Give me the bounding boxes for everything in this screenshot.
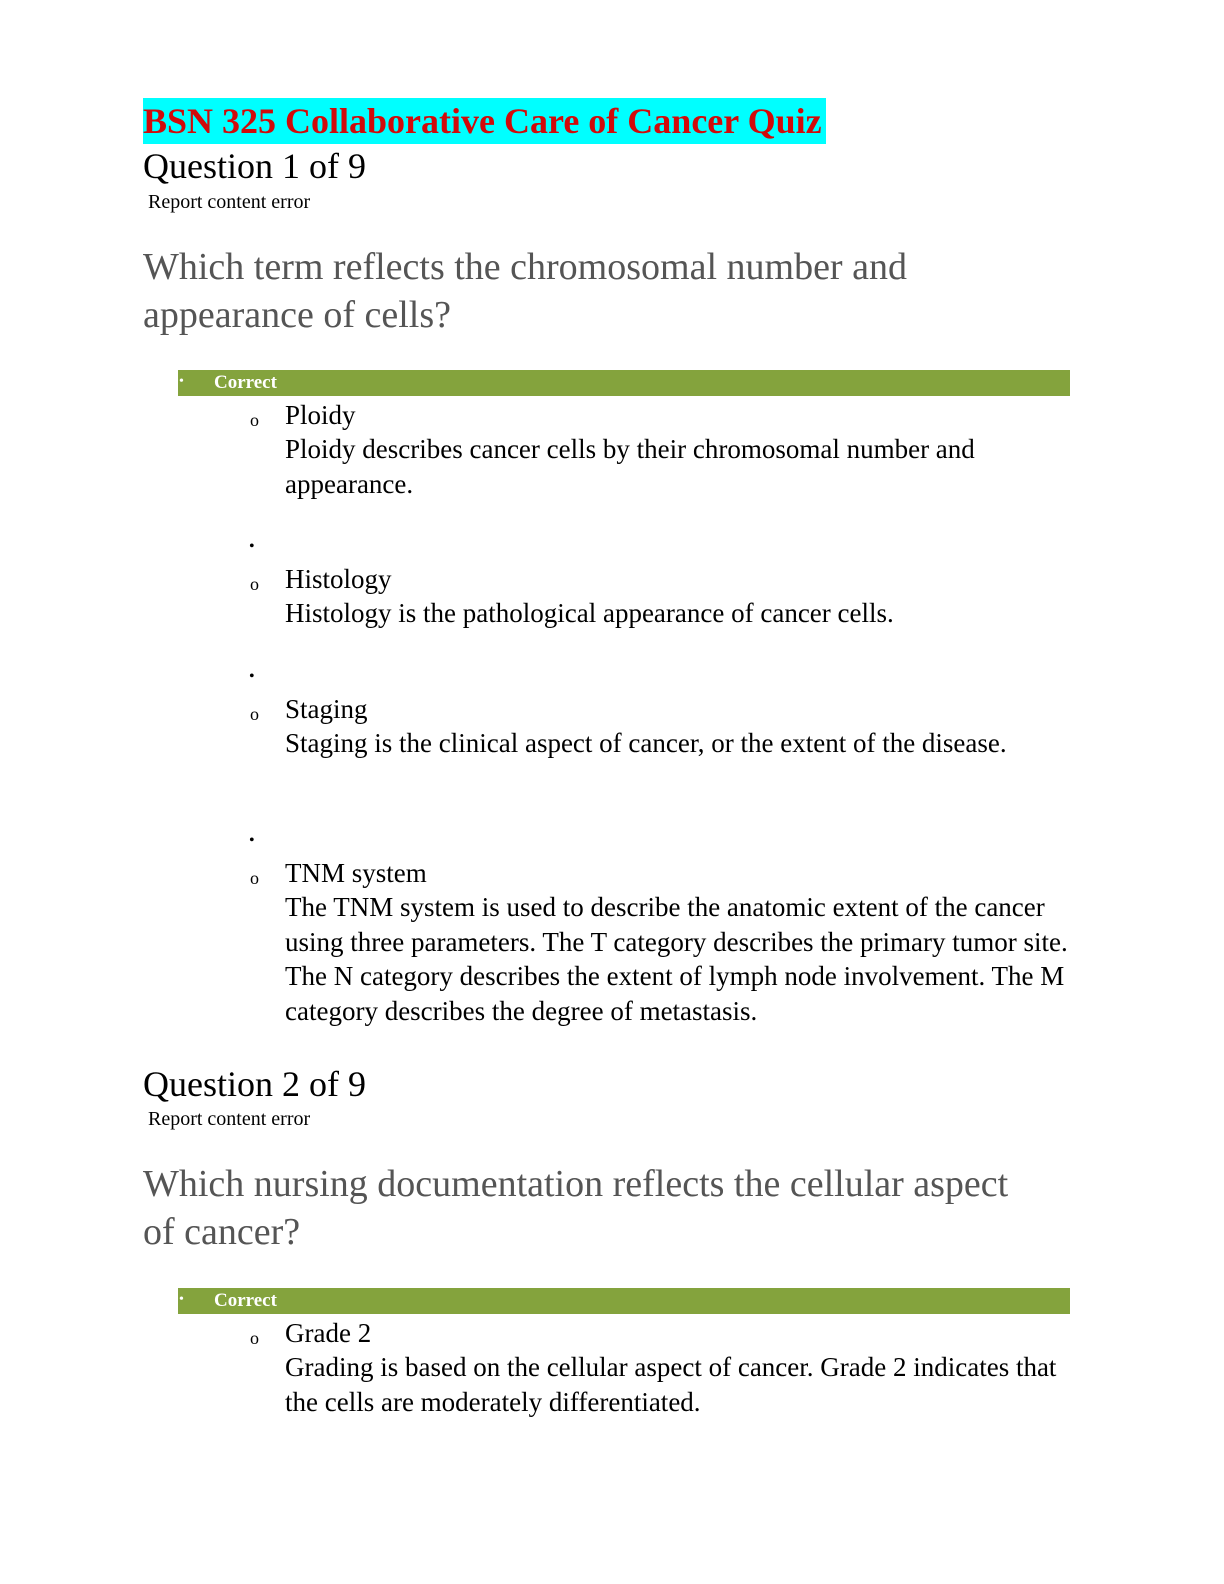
option-rationale: Staging is the clinical aspect of cancer, or the extent of the disease. xyxy=(285,728,1007,759)
question-1-text: Which term reflects the chromosomal number and appearance of cells? xyxy=(143,246,907,336)
correct-label: Correct xyxy=(214,1290,277,1311)
answer-option-staging xyxy=(285,692,1075,761)
question-1-number: Question 1 of 9 xyxy=(143,146,366,186)
answer-option-ploidy xyxy=(285,398,1075,501)
option-label: TNM system xyxy=(285,858,427,888)
correct-banner-2 xyxy=(178,1288,1070,1314)
bullet-icon: • xyxy=(179,374,184,389)
correct-label: Correct xyxy=(214,372,277,393)
report-content-error-link-2[interactable]: Report content error xyxy=(148,1108,311,1130)
option-marker-icon: o xyxy=(250,410,259,430)
report-content-error-link-1[interactable]: Report content error xyxy=(148,191,311,213)
option-label: Grade 2 xyxy=(285,1318,372,1348)
document-title: BSN 325 Collaborative Care of Cancer Quiz xyxy=(143,98,826,144)
answer-option-histology xyxy=(285,562,1075,631)
bullet-icon: • xyxy=(249,668,255,685)
answer-option-grade-2 xyxy=(285,1316,1075,1419)
option-marker-icon: o xyxy=(250,1328,259,1348)
correct-banner-1 xyxy=(178,370,1070,396)
option-rationale: Histology is the pathological appearance of cancer cells. xyxy=(285,598,894,629)
question-2-number: Question 2 of 9 xyxy=(143,1064,366,1104)
bullet-icon: • xyxy=(249,538,255,555)
option-rationale: Ploidy describes cancer cells by their chromosomal number and appearance. xyxy=(285,434,975,499)
answer-option-tnm-system xyxy=(285,856,1075,1028)
option-rationale: Grading is based on the cellular aspect of cancer. Grade 2 indicates that the cells are moderately differentiated. xyxy=(285,1352,1057,1417)
bullet-icon: • xyxy=(179,1292,184,1307)
option-label: Staging xyxy=(285,694,368,724)
option-label: Histology xyxy=(285,564,392,594)
option-label: Ploidy xyxy=(285,400,356,430)
option-marker-icon: o xyxy=(250,574,259,594)
option-marker-icon: o xyxy=(250,868,259,888)
option-marker-icon: o xyxy=(250,704,259,724)
bullet-icon: • xyxy=(249,832,255,849)
question-2-text: Which nursing documentation reflects the cellular aspect of cancer? xyxy=(143,1163,1009,1253)
option-rationale: The TNM system is used to describe the anatomic extent of the cancer using three parameters. The T category describes the primary tumor site. The N category describes the extent of lymph node involvement. The M category describes the degree of metastasis. xyxy=(285,892,1068,1026)
